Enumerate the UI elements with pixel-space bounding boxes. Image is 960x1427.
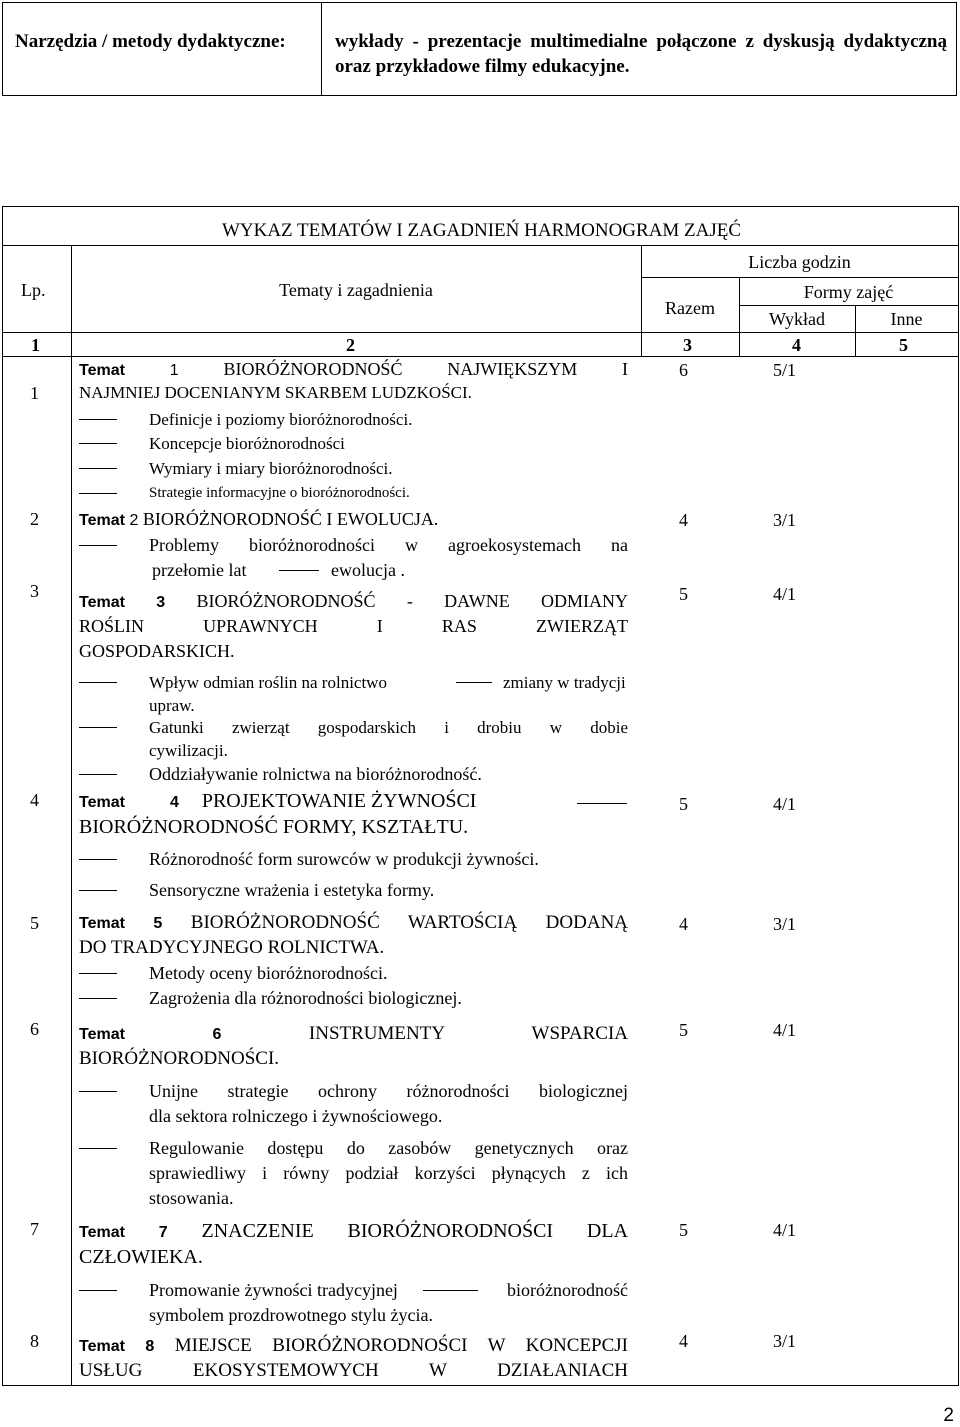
dash-icon	[577, 803, 627, 804]
dash-icon	[79, 998, 117, 999]
row-lp: 4	[30, 790, 39, 810]
topic-bullet: Wymiary i miary bioróżnorodności.	[79, 457, 628, 480]
temat-label: Temat	[79, 362, 125, 379]
hours-total: 4	[679, 510, 688, 530]
dash-icon	[79, 493, 117, 494]
topic-title-cont: NAJMNIEJ DOCENIANYM SKARBEM LUDZKOŚCI.	[79, 383, 472, 402]
topic-bullet: Sensoryczne wrażenia i estetyka formy.	[79, 879, 628, 902]
dash-icon	[79, 419, 117, 420]
col-forms-header: Formy zajęć	[803, 282, 894, 302]
col-total-header: Razem	[665, 298, 715, 318]
topic-bullet-cont: cywilizacji.	[149, 741, 228, 760]
hours-total: 5	[679, 584, 688, 604]
temat-label: Temat	[79, 1026, 125, 1043]
topic-bullet: Regulowanie dostępu do zasobów genetycznych oraz	[79, 1137, 628, 1160]
topic-bullet: Strategie informacyjne o bioróżnorodności.	[79, 482, 628, 505]
topic-bullet: Problemy bioróżnorodności w agroekosystemach na	[79, 534, 628, 557]
hours-total: 6	[679, 360, 688, 380]
topic-bullet-cont: symbolem prozdrowotnego stylu życia.	[149, 1305, 433, 1325]
dash-icon	[79, 443, 117, 444]
col-number: 2	[346, 335, 355, 355]
temat-number: 2	[129, 512, 139, 529]
row-lp: 8	[30, 1331, 39, 1351]
page-number: 2	[943, 1405, 954, 1426]
dash-icon	[79, 859, 117, 860]
col-hours-header: Liczba godzin	[748, 252, 851, 272]
hours-total: 5	[679, 1220, 688, 1240]
dash-icon	[79, 545, 117, 546]
col-topics-header: Tematy i zagadnienia	[279, 280, 433, 300]
temat-number: 1	[169, 362, 179, 379]
topic-bullet-cont: sprawiedliwy i równy podział korzyści płynących z ich	[149, 1163, 628, 1183]
row-lp: 6	[30, 1019, 39, 1039]
topic-title	[79, 589, 628, 615]
col-lecture-header: Wykład	[769, 309, 825, 329]
topic-title	[79, 1219, 628, 1245]
dash-icon	[79, 468, 117, 469]
col-other-header: Inne	[890, 309, 923, 329]
temat-label: Temat	[79, 915, 125, 932]
temat-number: 8	[145, 1338, 155, 1355]
dash-icon	[423, 1290, 478, 1291]
hours-total: 4	[679, 914, 688, 934]
topic-title	[79, 1022, 628, 1047]
dash-icon	[79, 973, 117, 974]
temat-label: Temat	[79, 594, 125, 611]
topic-title-cont: CZŁOWIEKA.	[79, 1246, 203, 1268]
table-title: WYKAZ TEMATÓW I ZAGADNIEŃ HARMONOGRAM ZAJĘĆ	[221, 220, 742, 241]
hours-lecture: 3/1	[773, 914, 797, 934]
topic-bullet: Metody oceny bioróżnorodności.	[79, 962, 628, 985]
topic-bullet-cont: stosowania.	[149, 1188, 234, 1208]
topic-title	[79, 507, 628, 533]
row-lp: 3	[30, 581, 39, 601]
topic-bullet: Definicje i poziomy bioróżnorodności.	[79, 408, 628, 431]
topic-title-cont: USŁUG EKOSYSTEMOWYCH W DZIAŁANIACH	[79, 1360, 628, 1381]
dash-icon	[79, 727, 117, 728]
dash-icon	[456, 682, 492, 683]
hours-total: 5	[679, 794, 688, 814]
topic-title-cont: BIORÓŻNORODNOŚĆ FORMY, KSZTAŁTU.	[79, 816, 469, 838]
topic-title-cont: BIORÓŻNORODNOŚCI.	[79, 1048, 280, 1069]
dash-icon	[79, 1091, 117, 1092]
hours-lecture: 4/1	[773, 584, 797, 604]
col-lp-header: Lp.	[21, 280, 46, 300]
row-lp: 1	[30, 383, 39, 403]
temat-number: 7	[158, 1224, 168, 1241]
topic-title-line: ZNACZENIE BIORÓŻNORODNOŚCI DLA	[201, 1220, 629, 1242]
hours-total: 5	[679, 1020, 688, 1040]
tools-label: Narzędzia / metody dydaktyczne:	[15, 31, 286, 52]
temat-label: Temat	[79, 512, 125, 529]
topic-title	[79, 1334, 628, 1359]
hours-lecture: 4/1	[773, 794, 797, 814]
topic-bullet: Różnorodność form surowców w produkcji żywności.	[79, 848, 628, 871]
topic-title-line: BIORÓŻNORODNOŚĆ WARTOŚCIĄ DODANĄ	[190, 912, 629, 933]
topic-title-line: BIORÓŻNORODNOŚĆ I EWOLUCJA.	[142, 509, 439, 529]
topic-title-cont: ROŚLIN UPRAWNYCH I RAS ZWIERZĄT	[79, 616, 628, 636]
temat-label: Temat	[79, 794, 125, 811]
temat-number: 3	[156, 594, 166, 611]
col-number: 3	[683, 335, 692, 355]
topic-bullet-cont: upraw.	[149, 696, 195, 715]
teaching-tools-box	[2, 2, 957, 96]
tools-value: wykłady - prezentacje multimedialne połączone z dyskusją dydaktyczną oraz przykładowe filmy edukacyjne.	[335, 31, 947, 77]
column-divider	[321, 3, 322, 95]
hours-lecture: 3/1	[773, 510, 797, 530]
header-rule	[3, 332, 958, 333]
dash-icon	[79, 1148, 117, 1149]
topic-bullet: Unijne strategie ochrony różnorodności biologicznej	[79, 1080, 628, 1103]
dash-icon	[79, 774, 117, 775]
topic-title-cont: DO TRADYCYJNEGO ROLNICTWA.	[79, 937, 385, 958]
hours-lecture: 5/1	[773, 360, 797, 380]
topic-bullet-cont: dla sektora rolniczego i żywnościowego.	[149, 1106, 443, 1126]
topic-title-line: MIEJSCE BIORÓŻNORODNOŚCI W KONCEPCJI	[174, 1335, 629, 1356]
header-rule	[739, 305, 958, 306]
temat-number: 4	[169, 794, 179, 811]
topic-bullet: Zagrożenia dla różnorodności biologicznej.	[79, 987, 628, 1010]
hours-lecture: 4/1	[773, 1220, 797, 1240]
header-rule	[3, 245, 958, 246]
temat-number: 5	[153, 915, 163, 932]
topic-bullet: Gatunki zwierząt gospodarskich i drobiu w dobie	[79, 716, 628, 739]
row-lp: 5	[30, 913, 39, 933]
topic-title	[79, 789, 628, 815]
header-rule	[641, 277, 958, 278]
col-number: 4	[792, 335, 801, 355]
temat-label: Temat	[79, 1338, 125, 1355]
hours-total: 4	[679, 1331, 688, 1351]
col-number: 5	[899, 335, 908, 355]
topic-bullet: Koncepcje bioróżnorodności	[79, 432, 628, 455]
topic-title-line: BIORÓŻNORODNOŚĆ NAJWIĘKSZYM I	[223, 359, 629, 379]
dash-icon	[79, 890, 117, 891]
col-number: 1	[31, 335, 40, 355]
topic-title	[79, 357, 628, 383]
dash-icon	[79, 1290, 117, 1291]
row-lp: 7	[30, 1219, 39, 1239]
hours-lecture: 4/1	[773, 1020, 797, 1040]
topic-bullet: Oddziaływanie rolnictwa na bioróżnorodność.	[79, 763, 628, 786]
dash-icon	[279, 570, 319, 571]
topic-title	[79, 911, 628, 936]
column-rule	[71, 245, 72, 1385]
dash-icon	[79, 682, 117, 683]
topic-title-cont: GOSPODARSKICH.	[79, 641, 235, 661]
topic-title-line: INSTRUMENTY WSPARCIA	[308, 1023, 628, 1044]
hours-lecture: 3/1	[773, 1331, 797, 1351]
temat-number: 6	[212, 1026, 222, 1043]
temat-label: Temat	[79, 1224, 125, 1241]
row-lp: 2	[30, 509, 39, 529]
topic-title-line: PROJEKTOWANIE ŻYWNOŚCI	[201, 790, 477, 812]
topic-title-line: BIORÓŻNORODNOŚĆ - DAWNE ODMIANY	[196, 591, 629, 611]
